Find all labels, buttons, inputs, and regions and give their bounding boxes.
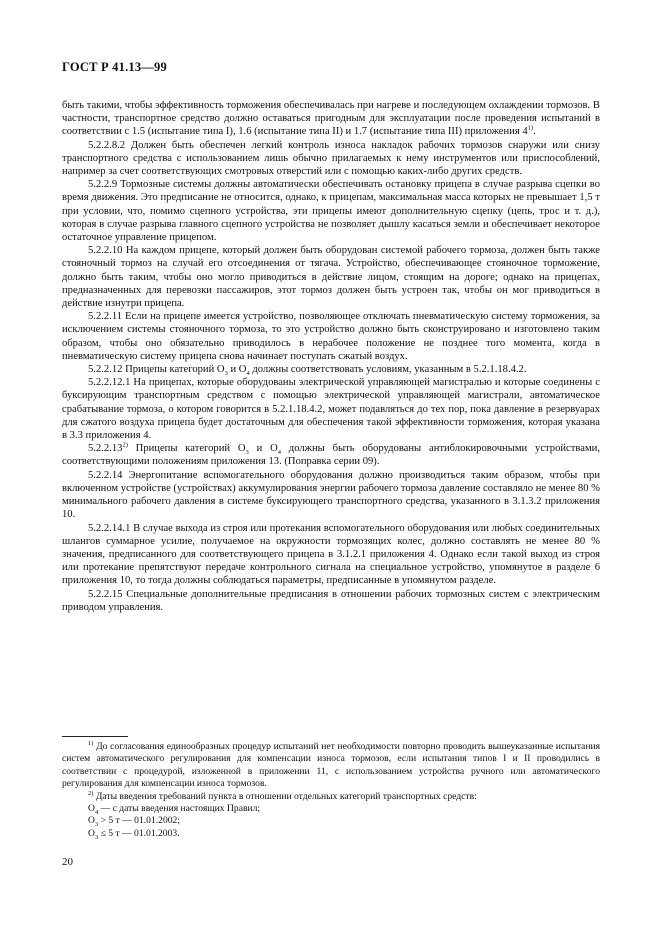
footnotes [62, 741, 600, 840]
footnote-divider [62, 736, 128, 737]
paragraph: быть такими, чтобы эффективность торможения обеспечивалась при нагреве и последующем охлаждении тормозов. В частности, транспортное средство должно оставаться пригодным для эксплуатации после проведения испытаний в соответствии с 1.5 (испытание типа I), 1.6 (испытание типа II) и 1.7 (испытание типа III) приложения 4$^{1)}$. [62, 100, 600, 138]
paragraph-5.2.2.9: 5.2.2.9 Тормозные системы должны автоматически обеспечивать остановку прицепа в случае разрыва сцепки во время движения. Это предписание не относится, однако, к прицепам, максимальная масса которых не превышает 1,5 т при условии, что, помимо сцепного устройства, эти прицепы имеют дополнительную сцепку (цепь, трос и т. д.), которая в случае разрыва главного сцепного устройства не позволяет дышлу касаться земли и обеспечивает некоторое остаточное управление прицепом. [62, 179, 600, 244]
paragraph-5.2.2.11: 5.2.2.11 Если на прицепе имеется устройство, позволяющее отключать пневматическую систему торможения, за исключением системы стояночного тормоза, то это устройство должно быть сконструировано и изготовлено таким образом, чтобы оно обязательно приводилось в нерабочее положение не позднее того момента, когда в пневматическую систему прицепа снова начинает поступать сжатый воздух. [62, 311, 600, 362]
paragraph-5.2.2.15: 5.2.2.15 Специальные дополнительные предписания в отношении рабочих тормозных систем с электрическим приводом управления. [62, 588, 600, 613]
main-text [62, 99, 600, 614]
paragraph-5.2.2.8.2: 5.2.2.8.2 Должен быть обеспечен легкий контроль износа накладок рабочих тормозов снаружи или снизу транспортного средства с использованием лишь обычно прилагаемых к нему инструментов или приспособлений, например за счет соответствующих смотровых отверстий или с помощью каких-либо других средств. [62, 139, 600, 178]
footnote-2-line: $О_3 \le 5$ т — 01.01.2003. [88, 827, 180, 841]
footnote-2: $^{2)}$ Даты введения требований пункта в отношении отдельных категорий транспортных средств: [88, 789, 477, 802]
paragraph-5.2.2.12.1: 5.2.2.12.1 На прицепах, которые оборудованы электрической управляющей магистралью и которые соединены с буксирующим транспортным средством с помощью электрической управляющей магистрали, автоматическое срабатывание тормоза, о котором говорится в 5.2.1.18.4.2, может подавляться до тех пор, пока давление в резервуарах для сжатого воздуха прицепа будет достаточным для обеспечения такой эффективности торможения, которая указана в 3.3 приложения 4. [62, 377, 600, 442]
footnote-1: $^{1)}$ До согласования единообразных процедур испытаний нет необходимости повторно проводить вышеуказанные испытания систем автоматического регулирования для компенсации износа тормозов, если испытания типов I и II проводились в соответствии с процедурой, изложенной в приложении 11, с использованием устройства ручного или автоматического регулирования для компенсации износа тормозов. [62, 739, 600, 790]
page-number: 20 [62, 856, 73, 868]
footnote-ref: 1) [527, 124, 534, 132]
document-header: ГОСТ Р 41.13—99 [62, 60, 167, 74]
footnote-2-line: $О_3 > 5$ т — 01.01.2002; [88, 815, 181, 829]
footnote-ref: 2) [122, 441, 128, 449]
footnote-2-line: $О_4$ — с даты введения настоящих Правил; [88, 803, 261, 816]
paragraph-5.2.2.13: 5.2.2.13$^{2)}$ Прицепы категорий $О_3$ и $О_4$ должны быть оборудованы антиблокировочными устройствами, соответствующими положениям приложения 13. (Поправка серии 09). [62, 441, 600, 468]
paragraph-5.2.2.14.1: 5.2.2.14.1 В случае выхода из строя или протекания вспомогательного оборудования или любых соединительных шлангов суммарное усилие, получаемое на окружности тормозящих колес, должно составлять не менее 80 % значения, предписанного для соответствующего прицепа в 3.1.2.1 приложения 4. Однако если такой выход из строя или протекание препятствуют передаче контрольного сигнала на специальное устройство, упомянутое в разделе 6 приложения 10, то тогда должны соблюдаться параметры, предписанные в упомянутом разделе. [62, 522, 600, 587]
paragraph-5.2.2.12: 5.2.2.12 Прицепы категорий $О_3$ и $О_4$ должны соответствовать условиям, указанным в 5.2.1.18.4.2. [88, 364, 527, 378]
paragraph-5.2.2.10: 5.2.2.10 На каждом прицепе, который должен быть оборудован системой рабочего тормоза, должен быть также стояночный тормоз на случай его отсоединения от тягача. Устройство, обеспечивающее стояночное торможение, должно быть таким, чтобы оно могло приводиться в действие лицом, стоящим на дороге; однако на прицепах, предназначенных для перевозки пассажиров, этот тормоз должен быть устроен так, чтобы он мог приводиться в действие изнутри прицепа. [62, 245, 600, 310]
paragraph-5.2.2.14: 5.2.2.14 Энергопитание вспомогательного оборудования должно производиться таким образом, чтобы при включенном устройстве (устройствах) аккумулирования энергии рабочего тормоза давление составляло не менее 80 % минимального рабочего давления в системе буксирующего транспортного средства, указанного в 3.1.3.2 приложения 10. [62, 469, 600, 521]
